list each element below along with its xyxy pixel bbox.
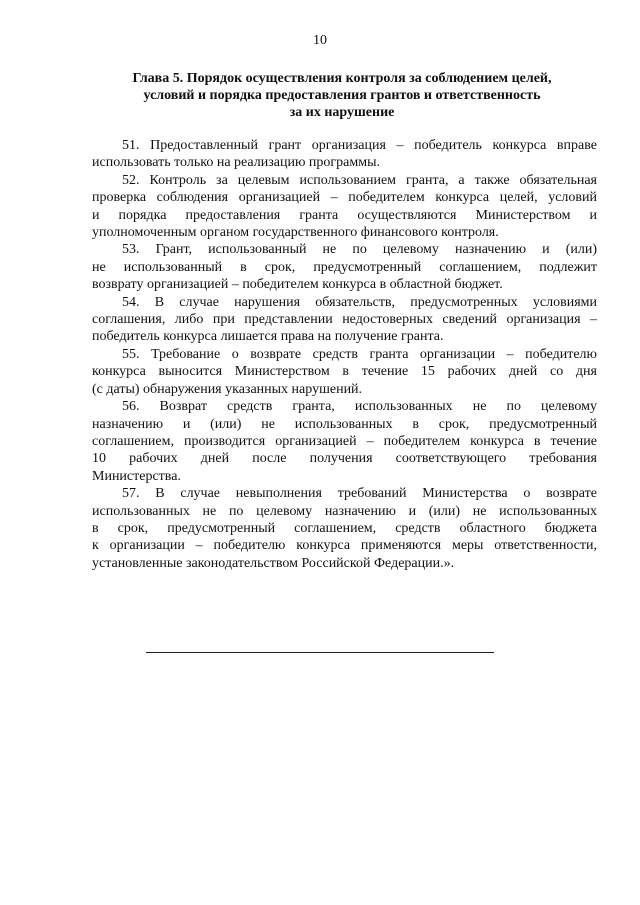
paragraph-56 bbox=[92, 398, 597, 485]
text-line: 57. В случае невыполнения требований Министерства о возврате bbox=[122, 486, 597, 502]
paragraph-53 bbox=[92, 241, 597, 293]
text-line: 54. В случае нарушения обязательств, предусмотренных условиями bbox=[122, 294, 597, 310]
paragraph-52 bbox=[92, 172, 597, 242]
chapter-title-line: условий и порядка предоставления грантов и ответственность bbox=[143, 88, 541, 103]
text-line: 10 рабочих дней после получения соответствующего требования bbox=[92, 451, 597, 467]
text-line: установленные законодательством Российской Федерации.». bbox=[92, 555, 455, 571]
paragraph-55 bbox=[92, 346, 597, 398]
closing-divider bbox=[146, 652, 494, 653]
text-line: возврату организацией – победителем конкурса в областной бюджет. bbox=[92, 277, 503, 293]
chapter-title-line: Глава 5. Порядок осуществления контроля за соблюдением целей, bbox=[132, 71, 552, 86]
paragraph-51 bbox=[92, 137, 597, 172]
chapter-title bbox=[92, 70, 592, 121]
text-line: уполномоченным органом государственного финансового контроля. bbox=[92, 225, 499, 241]
text-line: и порядка предоставления гранта осуществляются Министерством и bbox=[92, 207, 597, 223]
text-line: (с даты) обнаружения указанных нарушений. bbox=[92, 381, 363, 397]
text-line: соглашения, либо при представлении недостоверных сведений организация – bbox=[92, 312, 597, 328]
text-line: назначению и (или) не использованных в срок, предусмотренный bbox=[92, 416, 597, 432]
text-line: Министерства. bbox=[92, 468, 181, 484]
text-line: соглашением, производится организацией – победителем конкурса в течение bbox=[92, 433, 597, 449]
text-line: проверка соблюдения организацией – победителем конкурса целей, условий bbox=[92, 190, 597, 206]
text-line: в срок, предусмотренный соглашением, средств областного бюджета bbox=[92, 520, 597, 536]
text-line: использовать только на реализацию программы. bbox=[92, 155, 380, 171]
text-line: 56. Возврат средств гранта, использованных не по целевому bbox=[122, 399, 597, 415]
document-body bbox=[92, 137, 597, 572]
text-line: к организации – победителю конкурса применяются меры ответственности, bbox=[92, 538, 597, 554]
text-line: конкурса выносится Министерством в течение 15 рабочих дней со дня bbox=[92, 364, 597, 380]
text-line: не использованный в срок, предусмотренный соглашением, подлежит bbox=[92, 259, 597, 275]
chapter-title-line: за их нарушение bbox=[289, 105, 395, 120]
text-line: 52. Контроль за целевым использованием гранта, а также обязательная bbox=[122, 172, 597, 188]
text-line: 55. Требование о возврате средств гранта организации – победителю bbox=[122, 346, 597, 362]
text-line: использованных не по целевому назначению и (или) не использованных bbox=[92, 503, 597, 519]
text-line: 51. Предоставленный грант организация – победитель конкурса вправе bbox=[122, 138, 597, 153]
paragraph-57 bbox=[92, 485, 597, 572]
paragraph-54 bbox=[92, 294, 597, 346]
page-number: 10 bbox=[313, 33, 327, 48]
text-line: 53. Грант, использованный не по целевому назначению и (или) bbox=[122, 242, 597, 258]
text-line: победитель конкурса лишается права на получение гранта. bbox=[92, 329, 444, 345]
